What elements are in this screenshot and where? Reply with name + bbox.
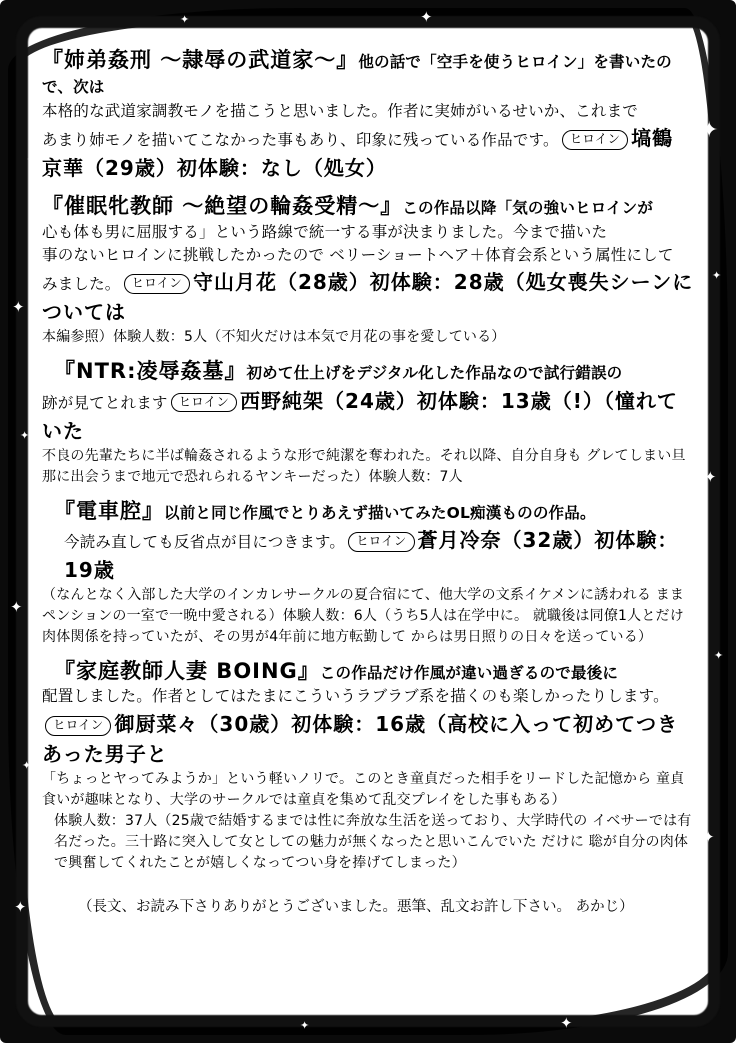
work-comment-line: 心も体も男に屈服する」という路線で統一する事が決まりました。今まで描いた xyxy=(42,222,608,241)
sparkle-icon: ✦ xyxy=(712,269,722,282)
afterword-footer: （長文、お読み下さりありがとうございました。悪筆、乱文お許し下さい。 あかじ） xyxy=(78,898,634,915)
sparkle-icon: ✦ xyxy=(420,8,433,26)
heroine-name: 蒼月冷奈（32歳）初体験：19歳 xyxy=(64,528,679,583)
sparkle-icon: ✦ xyxy=(22,759,32,772)
afterword-text xyxy=(42,46,696,998)
sparkle-icon: ✦ xyxy=(714,649,724,662)
heroine-detail: （なんとなく入部した大学のインカレサークルの夏合宿にて、他大学の文系イケメンに誘われる まま ペンションの一室で一晩中愛される）体験人数：6人（うち5人は在学中に。 就職後は同僚1人とだけ肉体関係を持っていたが、その男が4年前に地方転勤して からは男日照りの日々を送っている） xyxy=(42,587,685,646)
sparkle-icon: ✦ xyxy=(12,298,25,316)
work-comment-line: 配置しました。作者としてはたまにこういうラブラブ系を描くのも楽しかったりします。 xyxy=(42,687,669,706)
work-comment-line: あまり姉モノを描いてこなかった事もあり、印象に残っている作品です。 ヒロイン 塙鶴 xyxy=(42,126,674,151)
work-comment-line: みました。 ヒロイン 守山月花（28歳）初体験：28歳（処女喪失シーンについては xyxy=(42,270,694,325)
sparkle-icon: ✦ xyxy=(700,118,719,143)
sparkle-icon: ✦ xyxy=(704,468,717,486)
work-entry xyxy=(42,357,696,487)
heroine-detail: 不良の先輩たちに半ば輪姦されるような形で純潔を奪われた。それ以降、自分自身も グレてしまい旦那に出会うまで地元で恐れられるヤンキーだった）体験人数：7人 xyxy=(42,447,686,485)
heroine-label: ヒロイン xyxy=(562,130,628,150)
heroine-label: ヒロイン xyxy=(45,716,111,736)
work-comment-line: この作品だけ作風が違い過ぎるので最後に xyxy=(319,664,619,683)
work-entry xyxy=(42,192,696,348)
work-title: 『NTR:凌辱姦墓』 xyxy=(54,359,247,384)
heroine-detail: 京華（29歳）初体験：なし（処女） xyxy=(42,156,387,181)
sparkle-icon: ✦ xyxy=(702,828,715,846)
heroine-name: 西野純架（24歳）初体験：13歳（!）（憧れていた xyxy=(42,388,678,443)
heroine-label: ヒロイン xyxy=(348,532,414,552)
heroine-name: 守山月花（28歳）初体験：28歳（処女喪失シーンについては xyxy=(42,270,694,325)
sparkle-icon: ✦ xyxy=(20,429,30,442)
work-comment-line: 本格的な武道家調教モノを描こうと思いました。作者に実姉がいるせいか、これまで xyxy=(42,101,638,120)
work-comment-line: この作品以降「気の強いヒロインが xyxy=(402,199,654,218)
sparkle-icon: ✦ xyxy=(10,598,23,616)
work-comment-line: 事のないヒロインに挑戦したかったので ベリーショートヘア＋体育会系という属性にして xyxy=(42,245,674,264)
heroine-detail: 体験人数：37人（25歳で結婚するまでは性に奔放な生活を送っており、大学時代の イベサーでは有名だった。三十路に突入して女としての魅力が無くなったと思いこんでいた だけに 聡が自分の肉体で興奮してくれたことが嬉しくなってつい身を捧げてしまった） xyxy=(54,812,692,871)
work-comment-line: 今読み直しても反省点が目につきます。 ヒロイン 蒼月冷奈（32歳）初体験：19歳 xyxy=(64,528,679,583)
sparkle-icon: ✦ xyxy=(300,1019,310,1032)
work-comment-line: 跡が見てとれます ヒロイン 西野純架（24歳）初体験：13歳（!）（憧れていた xyxy=(42,388,678,443)
work-comment-line: 初めて仕上げをデジタル化した作品なので試行錯誤の xyxy=(246,364,623,383)
heroine-label: ヒロイン xyxy=(124,274,190,294)
sparkle-icon: ✦ xyxy=(26,148,45,173)
sparkle-icon: ✦ xyxy=(560,1014,573,1032)
work-title: 『催眠牝教師 ～絶望の輪姦受精～』 xyxy=(42,194,403,219)
heroine-label: ヒロイン xyxy=(171,393,237,413)
work-comment-line xyxy=(42,709,696,769)
work-title: 『家庭教師人妻 BOING』 xyxy=(54,659,320,684)
work-title: 『電車腔』 xyxy=(54,498,164,523)
work-comment-line: 他の話で「空手を使うヒロイン」を書いたので、次は xyxy=(42,53,672,97)
work-entry xyxy=(42,497,696,648)
work-comment-line: 以前と同じ作風でとりあえず描いてみたOL痴漢ものの作品。 xyxy=(164,503,596,522)
heroine-detail: 「ちょっとヤってみようか」という軽いノリで。このとき童貞だった相手をリードした記憶から 童貞食いが趣味となり、大学のサークルでは童貞を集めて乱交プレイをした事もある） xyxy=(42,770,685,808)
work-entry xyxy=(42,657,696,874)
sparkle-icon: ✦ xyxy=(14,898,27,916)
sparkle-icon: ✦ xyxy=(180,13,190,26)
heroine-name: 塙鶴 xyxy=(631,126,674,151)
work-entry xyxy=(42,46,696,183)
heroine-detail: 本編参照）体験人数：5人（不知火だけは本気で月花の事を愛している） xyxy=(42,329,506,346)
heroine-name: 御厨菜々（30歳）初体験：16歳（高校に入って初めてつきあった男子と xyxy=(42,711,679,766)
work-title: 『姉弟姦刑 ～隷辱の武道家～』 xyxy=(42,48,359,72)
